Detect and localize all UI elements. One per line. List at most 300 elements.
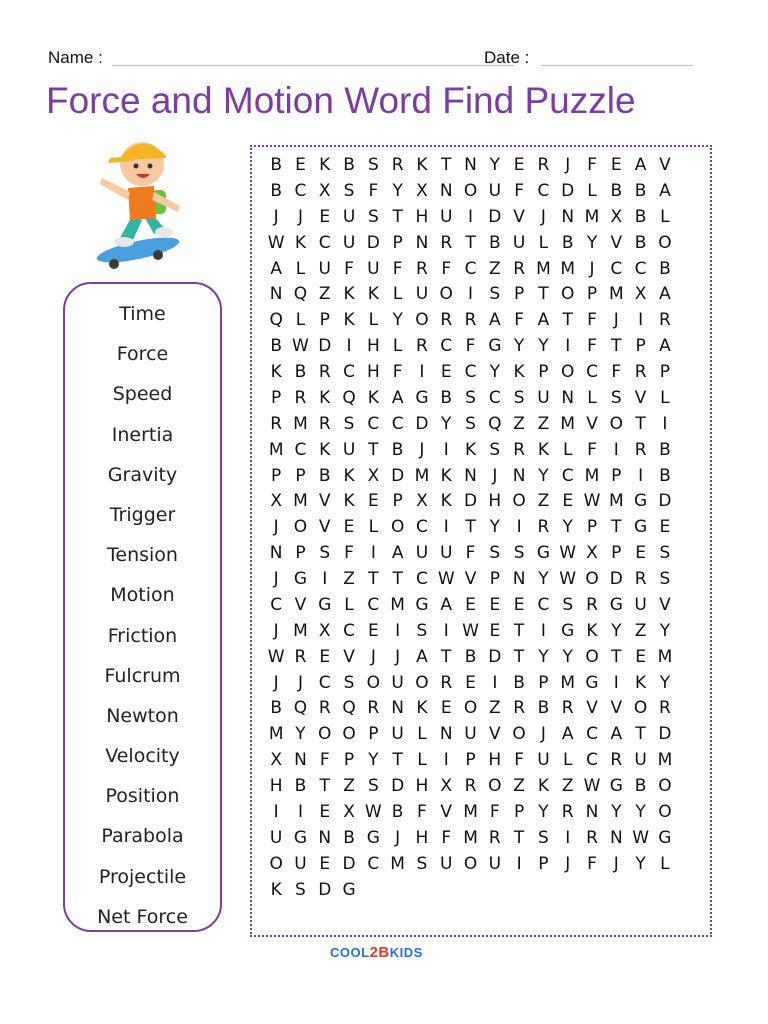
grid-letter[interactable]: M [268, 724, 284, 745]
grid-letter[interactable]: R [464, 776, 477, 796]
grid-letter[interactable]: K [464, 439, 477, 460]
grid-letter[interactable]: E [562, 491, 574, 512]
grid-letter[interactable]: E [319, 801, 331, 822]
grid-letter[interactable]: M [293, 620, 308, 641]
grid-letter[interactable]: X [440, 776, 453, 796]
grid-letter[interactable]: O [463, 698, 478, 719]
grid-letter[interactable]: I [468, 284, 474, 305]
grid-letter[interactable]: K [537, 439, 549, 460]
grid-letter[interactable]: S [367, 776, 379, 796]
grid-letter[interactable]: Y [538, 646, 549, 667]
grid-letter[interactable]: U [464, 724, 477, 745]
grid-letter[interactable]: B [270, 180, 282, 201]
grid-letter[interactable]: B [270, 155, 282, 175]
grid-letter[interactable]: O [512, 491, 526, 512]
grid-letter[interactable]: S [465, 413, 476, 434]
grid-letter[interactable]: U [634, 750, 647, 771]
grid-letter[interactable]: F [368, 180, 379, 201]
grid-letter[interactable]: C [537, 594, 550, 615]
grid-letter[interactable]: M [657, 750, 673, 771]
grid-letter[interactable]: T [465, 517, 476, 538]
grid-letter[interactable]: R [537, 517, 550, 538]
grid-letter[interactable]: F [587, 336, 597, 357]
grid-letter[interactable]: P [538, 853, 549, 874]
grid-letter[interactable]: K [586, 620, 598, 641]
grid-letter[interactable]: D [318, 879, 332, 900]
grid-letter[interactable]: E [367, 620, 379, 641]
grid-letter[interactable]: M [268, 439, 284, 460]
grid-letter[interactable]: K [319, 155, 331, 175]
grid-letter[interactable]: P [392, 232, 403, 253]
grid-letter[interactable]: I [492, 672, 498, 693]
grid-letter[interactable]: T [392, 750, 403, 771]
grid-letter[interactable]: E [635, 543, 646, 564]
grid-letter[interactable]: P [538, 672, 549, 693]
grid-letter[interactable]: Y [392, 310, 403, 331]
grid-letter[interactable]: M [560, 413, 576, 434]
grid-letter[interactable]: W [462, 620, 479, 641]
grid-letter[interactable]: R [318, 362, 331, 382]
grid-letter[interactable]: R [270, 413, 283, 434]
grid-letter[interactable]: E [440, 698, 452, 719]
grid-letter[interactable]: C [561, 465, 574, 486]
grid-letter[interactable]: L [660, 853, 670, 874]
grid-letter[interactable]: L [538, 232, 549, 253]
grid-letter[interactable]: A [391, 543, 404, 564]
grid-letter[interactable]: W [437, 569, 455, 589]
grid-letter[interactable]: H [488, 491, 502, 512]
grid-letter[interactable]: L [295, 258, 306, 279]
grid-letter[interactable]: O [561, 362, 575, 382]
grid-letter[interactable]: X [318, 180, 331, 201]
grid-letter[interactable]: D [391, 776, 405, 796]
grid-letter[interactable]: M [293, 491, 308, 512]
grid-letter[interactable]: N [318, 827, 332, 848]
grid-letter[interactable]: U [415, 543, 429, 564]
grid-letter[interactable]: E [513, 155, 525, 175]
grid-letter[interactable]: B [343, 827, 355, 848]
grid-letter[interactable]: I [370, 543, 376, 564]
grid-letter[interactable]: N [512, 569, 526, 589]
grid-letter[interactable]: W [583, 776, 601, 796]
grid-letter[interactable]: B [464, 646, 477, 667]
grid-letter[interactable]: O [463, 180, 478, 201]
grid-letter[interactable]: E [319, 206, 331, 227]
grid-letter[interactable]: O [415, 310, 429, 331]
grid-letter[interactable]: N [269, 284, 283, 305]
grid-letter[interactable]: R [464, 310, 477, 331]
grid-letter[interactable]: I [565, 827, 571, 848]
grid-letter[interactable]: U [488, 180, 502, 201]
grid-letter[interactable]: B [270, 698, 282, 719]
grid-letter[interactable]: K [343, 491, 355, 512]
grid-letter[interactable]: X [586, 543, 598, 564]
grid-letter[interactable]: A [610, 724, 623, 745]
grid-letter[interactable]: T [368, 439, 379, 460]
grid-letter[interactable]: P [295, 465, 306, 486]
grid-letter[interactable]: C [415, 517, 428, 538]
grid-letter[interactable]: T [513, 646, 525, 667]
grid-letter[interactable]: Y [538, 336, 549, 357]
grid-letter[interactable]: Z [561, 776, 574, 796]
grid-letter[interactable]: I [613, 439, 619, 460]
grid-letter[interactable]: C [440, 336, 453, 357]
grid-letter[interactable]: P [319, 310, 330, 331]
grid-letter[interactable]: F [417, 801, 427, 822]
grid-letter[interactable]: D [318, 336, 332, 357]
grid-letter[interactable]: C [294, 180, 307, 201]
grid-letter[interactable]: K [513, 362, 525, 382]
grid-letter[interactable]: X [270, 491, 282, 512]
grid-letter[interactable]: I [638, 465, 644, 486]
grid-letter[interactable]: G [609, 776, 623, 796]
grid-letter[interactable]: O [488, 776, 502, 796]
grid-letter[interactable]: C [415, 569, 428, 589]
grid-letter[interactable]: O [561, 284, 575, 305]
grid-letter[interactable]: S [513, 543, 525, 564]
grid-letter[interactable]: F [611, 362, 622, 382]
grid-letter[interactable]: J [273, 517, 279, 538]
grid-letter[interactable]: K [416, 155, 428, 175]
grid-letter[interactable]: O [633, 698, 648, 719]
grid-letter[interactable]: T [611, 336, 622, 357]
grid-letter[interactable]: Z [537, 413, 550, 434]
grid-letter[interactable]: P [611, 465, 622, 486]
grid-letter[interactable]: O [585, 646, 599, 667]
grid-letter[interactable]: M [414, 465, 430, 486]
grid-letter[interactable]: K [343, 284, 355, 305]
grid-letter[interactable]: D [415, 413, 429, 434]
grid-letter[interactable]: J [540, 724, 546, 745]
grid-letter[interactable]: G [634, 517, 648, 538]
grid-letter[interactable]: I [346, 336, 352, 357]
grid-letter[interactable]: L [392, 336, 403, 357]
grid-letter[interactable]: Z [488, 258, 501, 279]
grid-letter[interactable]: Y [635, 801, 646, 822]
grid-letter[interactable]: Y [538, 801, 549, 822]
grid-letter[interactable]: F [587, 155, 597, 175]
grid-letter[interactable]: P [489, 569, 500, 589]
grid-letter[interactable]: S [319, 543, 331, 564]
grid-letter[interactable]: X [318, 620, 331, 641]
grid-letter[interactable]: K [367, 284, 379, 305]
grid-letter[interactable]: E [489, 620, 501, 641]
grid-letter[interactable]: B [634, 180, 647, 201]
grid-letter[interactable]: K [319, 387, 331, 408]
grid-letter[interactable]: V [440, 801, 453, 822]
grid-letter[interactable]: J [540, 206, 546, 227]
grid-letter[interactable]: S [343, 180, 355, 201]
grid-letter[interactable]: K [319, 439, 331, 460]
grid-letter[interactable]: W [632, 827, 649, 848]
grid-letter[interactable]: G [293, 827, 308, 848]
grid-letter[interactable]: R [440, 672, 453, 693]
grid-letter[interactable]: J [565, 155, 571, 175]
grid-letter[interactable]: R [318, 413, 331, 434]
grid-letter[interactable]: C [367, 413, 380, 434]
grid-letter[interactable]: R [513, 258, 526, 279]
grid-letter[interactable]: U [269, 827, 283, 848]
grid-letter[interactable]: B [294, 776, 307, 796]
grid-letter[interactable]: H [415, 827, 429, 848]
grid-letter[interactable]: Y [611, 620, 622, 641]
grid-letter[interactable]: F [465, 543, 476, 564]
grid-letter[interactable]: U [634, 594, 647, 615]
grid-letter[interactable]: O [342, 724, 356, 745]
grid-letter[interactable]: I [443, 517, 449, 538]
grid-letter[interactable]: A [561, 724, 574, 745]
grid-letter[interactable]: R [440, 310, 453, 331]
grid-letter[interactable]: B [391, 439, 404, 460]
grid-letter[interactable]: U [391, 724, 404, 745]
grid-letter[interactable]: K [294, 232, 307, 253]
grid-letter[interactable]: Y [392, 180, 403, 201]
grid-letter[interactable]: F [514, 750, 524, 771]
grid-letter[interactable]: H [366, 362, 380, 382]
grid-letter[interactable]: M [536, 258, 551, 279]
grid-letter[interactable]: I [297, 801, 303, 822]
grid-letter[interactable]: N [464, 155, 477, 175]
grid-letter[interactable]: G [536, 543, 550, 564]
grid-letter[interactable]: R [294, 387, 307, 408]
grid-letter[interactable]: U [440, 206, 453, 227]
grid-letter[interactable]: R [488, 827, 501, 848]
grid-letter[interactable]: G [293, 569, 308, 589]
grid-letter[interactable]: B [391, 801, 404, 822]
grid-letter[interactable]: C [537, 180, 550, 201]
grid-letter[interactable]: L [295, 310, 306, 331]
grid-letter[interactable]: G [415, 387, 429, 408]
grid-letter[interactable]: C [367, 594, 380, 615]
grid-letter[interactable]: U [440, 543, 453, 564]
grid-letter[interactable]: T [368, 569, 379, 589]
grid-letter[interactable]: B [318, 465, 331, 486]
grid-letter[interactable]: O [293, 517, 308, 538]
grid-letter[interactable]: E [367, 491, 379, 512]
grid-letter[interactable]: A [634, 155, 647, 175]
grid-letter[interactable]: U [512, 232, 526, 253]
grid-letter[interactable]: S [416, 853, 428, 874]
grid-letter[interactable]: B [634, 232, 647, 253]
grid-letter[interactable]: T [319, 776, 330, 796]
grid-letter[interactable]: K [440, 465, 452, 486]
grid-letter[interactable]: E [659, 517, 671, 538]
grid-letter[interactable]: U [367, 258, 380, 279]
grid-letter[interactable]: A [659, 284, 671, 305]
grid-letter[interactable]: E [465, 594, 476, 615]
grid-letter[interactable]: L [344, 594, 354, 615]
grid-letter[interactable]: N [561, 206, 575, 227]
grid-letter[interactable]: I [322, 569, 328, 589]
grid-letter[interactable]: H [269, 776, 283, 796]
grid-letter[interactable]: P [513, 284, 525, 305]
grid-letter[interactable]: B [343, 155, 355, 175]
grid-letter[interactable]: U [537, 387, 550, 408]
grid-letter[interactable]: F [344, 258, 354, 279]
grid-letter[interactable]: O [658, 801, 672, 822]
grid-letter[interactable]: A [391, 387, 404, 408]
grid-letter[interactable]: P [392, 491, 403, 512]
grid-letter[interactable]: S [513, 387, 525, 408]
grid-letter[interactable]: R [658, 310, 671, 331]
grid-letter[interactable]: X [634, 284, 647, 305]
grid-letter[interactable]: J [589, 258, 595, 279]
grid-letter[interactable]: S [465, 387, 476, 408]
grid-letter[interactable]: J [492, 465, 498, 486]
grid-letter[interactable]: J [297, 672, 303, 693]
grid-letter[interactable]: Y [611, 801, 622, 822]
grid-letter[interactable]: L [587, 180, 597, 201]
grid-letter[interactable]: C [464, 362, 477, 382]
grid-letter[interactable]: V [659, 594, 671, 615]
grid-letter[interactable]: V [610, 232, 623, 253]
grid-letter[interactable]: B [561, 232, 574, 253]
grid-letter[interactable]: C [367, 853, 380, 874]
grid-letter[interactable]: J [395, 646, 401, 667]
grid-letter[interactable]: V [586, 413, 598, 434]
grid-letter[interactable]: M [390, 594, 405, 615]
grid-letter[interactable]: R [513, 698, 526, 719]
grid-letter[interactable]: C [294, 439, 307, 460]
grid-letter[interactable]: V [464, 569, 477, 589]
grid-letter[interactable]: W [267, 646, 285, 667]
grid-letter[interactable]: I [419, 362, 425, 382]
grid-letter[interactable]: P [465, 750, 476, 771]
grid-letter[interactable]: T [635, 724, 646, 745]
grid-letter[interactable]: F [489, 801, 500, 822]
grid-letter[interactable]: P [513, 801, 525, 822]
grid-letter[interactable]: R [634, 439, 647, 460]
grid-letter[interactable]: T [392, 206, 403, 227]
grid-letter[interactable]: W [583, 491, 601, 512]
grid-letter[interactable]: A [537, 310, 550, 331]
grid-letter[interactable]: M [293, 413, 308, 434]
grid-letter[interactable]: N [561, 387, 575, 408]
grid-letter[interactable]: K [537, 776, 549, 796]
grid-letter[interactable]: J [273, 206, 279, 227]
grid-letter[interactable]: G [561, 620, 575, 641]
grid-letter[interactable]: U [342, 439, 356, 460]
grid-letter[interactable]: J [613, 853, 619, 874]
grid-letter[interactable]: S [416, 620, 428, 641]
grid-letter[interactable]: L [660, 206, 670, 227]
grid-letter[interactable]: V [489, 724, 501, 745]
grid-letter[interactable]: J [273, 620, 279, 641]
grid-letter[interactable]: S [489, 284, 501, 305]
grid-letter[interactable]: B [488, 232, 501, 253]
grid-letter[interactable]: L [587, 387, 597, 408]
grid-letter[interactable]: Z [634, 620, 647, 641]
grid-letter[interactable]: O [366, 672, 381, 693]
grid-letter[interactable]: S [610, 387, 622, 408]
grid-letter[interactable]: Y [295, 724, 306, 745]
grid-letter[interactable]: M [463, 827, 478, 848]
grid-letter[interactable]: R [440, 232, 453, 253]
grid-letter[interactable]: F [441, 827, 452, 848]
grid-letter[interactable]: S [562, 594, 574, 615]
grid-letter[interactable]: F [392, 258, 403, 279]
grid-letter[interactable]: U [440, 853, 453, 874]
grid-letter[interactable]: Y [441, 413, 452, 434]
grid-letter[interactable]: P [659, 362, 671, 382]
grid-letter[interactable]: B [440, 387, 453, 408]
grid-letter[interactable]: V [610, 698, 623, 719]
grid-letter[interactable]: Z [488, 698, 501, 719]
grid-letter[interactable]: V [294, 594, 307, 615]
grid-letter[interactable]: B [294, 362, 307, 382]
grid-letter[interactable]: A [270, 258, 282, 279]
grid-letter[interactable]: J [370, 646, 376, 667]
grid-letter[interactable]: A [659, 180, 671, 201]
grid-letter[interactable]: U [318, 258, 331, 279]
grid-letter[interactable]: D [609, 569, 623, 589]
grid-letter[interactable]: M [390, 853, 405, 874]
grid-letter[interactable]: R [586, 594, 598, 615]
grid-letter[interactable]: I [565, 336, 571, 357]
grid-letter[interactable]: I [443, 620, 449, 641]
grid-letter[interactable]: M [584, 465, 600, 486]
grid-letter[interactable]: M [608, 491, 624, 512]
grid-letter[interactable]: L [562, 439, 573, 460]
grid-letter[interactable]: R [561, 801, 574, 822]
grid-letter[interactable]: D [391, 465, 405, 486]
grid-letter[interactable]: I [613, 672, 619, 693]
grid-letter[interactable]: E [610, 155, 622, 175]
grid-letter[interactable]: V [659, 155, 671, 175]
grid-letter[interactable]: B [659, 258, 671, 279]
grid-letter[interactable]: M [584, 206, 600, 227]
grid-letter[interactable]: F [587, 310, 597, 331]
grid-letter[interactable]: K [343, 465, 355, 486]
grid-letter[interactable]: Y [513, 336, 525, 357]
grid-letter[interactable]: C [270, 594, 283, 615]
grid-letter[interactable]: Q [293, 698, 308, 719]
grid-letter[interactable]: I [395, 620, 401, 641]
grid-letter[interactable]: W [559, 569, 577, 589]
grid-letter[interactable]: S [343, 672, 355, 693]
grid-letter[interactable]: C [318, 672, 331, 693]
grid-letter[interactable]: R [318, 698, 331, 719]
grid-letter[interactable]: B [513, 672, 525, 693]
grid-letter[interactable]: J [395, 827, 401, 848]
grid-letter[interactable]: R [513, 439, 526, 460]
grid-letter[interactable]: N [415, 232, 429, 253]
grid-letter[interactable]: R [391, 155, 404, 175]
grid-letter[interactable]: U [415, 284, 429, 305]
grid-letter[interactable]: S [295, 879, 306, 900]
grid-letter[interactable]: K [270, 879, 282, 900]
grid-letter[interactable]: O [658, 776, 672, 796]
grid-letter[interactable]: F [319, 750, 330, 771]
grid-letter[interactable]: L [368, 310, 379, 331]
grid-letter[interactable]: P [271, 387, 282, 408]
grid-letter[interactable]: D [488, 646, 502, 667]
grid-letter[interactable]: R [416, 258, 428, 279]
grid-letter[interactable]: O [439, 284, 453, 305]
grid-letter[interactable]: Y [659, 620, 671, 641]
grid-letter[interactable]: D [658, 491, 672, 512]
grid-letter[interactable]: M [608, 284, 624, 305]
grid-letter[interactable]: R [634, 569, 647, 589]
grid-letter[interactable]: F [514, 180, 524, 201]
grid-letter[interactable]: N [464, 465, 477, 486]
grid-letter[interactable]: N [439, 724, 453, 745]
grid-letter[interactable]: F [465, 336, 476, 357]
grid-letter[interactable]: S [659, 569, 671, 589]
grid-letter[interactable]: D [366, 232, 380, 253]
grid-letter[interactable]: P [343, 750, 355, 771]
grid-letter[interactable]: G [318, 594, 332, 615]
